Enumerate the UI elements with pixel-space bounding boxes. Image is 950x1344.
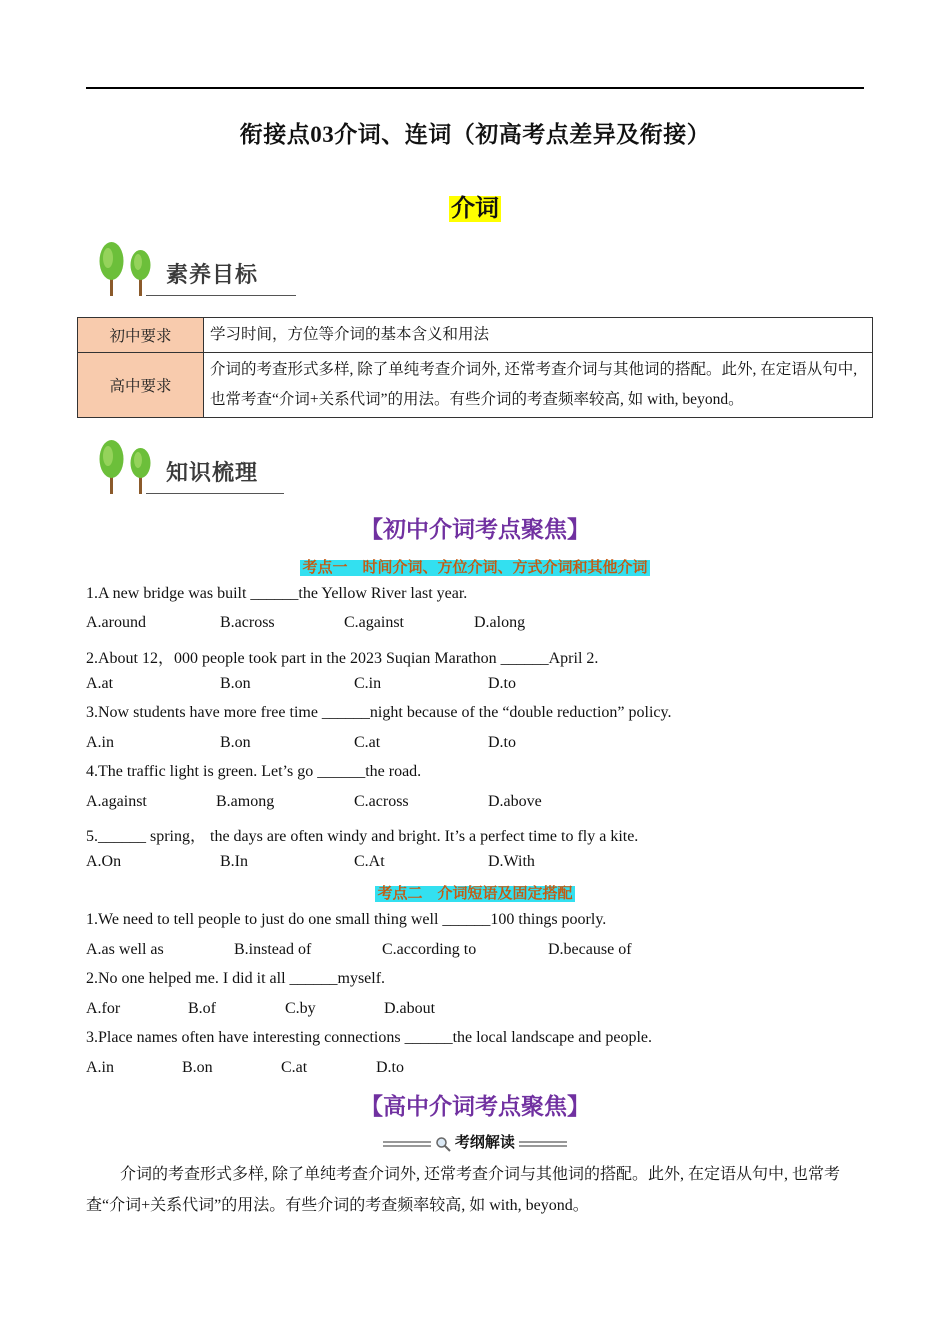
option: A.in [86, 734, 114, 751]
option: C.against [344, 614, 404, 631]
question: 2.No one helped me. I did it all ______myself. [86, 970, 386, 987]
option: C.according to [382, 941, 477, 958]
tree-icon [96, 240, 160, 300]
option: B.In [220, 853, 248, 870]
question: 3.Now students have more free time ______night because of the “double reduction” policy. [86, 704, 672, 721]
question: 2.About 12，000 people took part in the 2023 Suqian Marathon ______April 2. [86, 650, 599, 667]
option: B.of [188, 1000, 216, 1017]
senior-requirement-text: 介词的考查形式多样, 除了单纯考查介词外, 还常考查介词与其他词的搭配。此外, 在定语从句中, 也常考查“介词+关系代词”的用法。有些介词的考查频率较高, 如 with, beyond。 [204, 353, 873, 418]
outline-heading [0, 1131, 950, 1152]
option: C.by [285, 1000, 316, 1017]
option: A.as well as [86, 941, 164, 958]
senior-requirement-label: 高中要求 [78, 353, 204, 418]
option: C.at [281, 1059, 308, 1076]
knowledge-banner-label: 知识梳理 [166, 461, 259, 486]
question: 4.The traffic light is green. Let’s go ______the road. [86, 763, 422, 780]
option: D.to [488, 734, 516, 751]
kaodian-one-heading [0, 556, 950, 577]
question: 5.______ spring， the days are often windy and bright. It’s a perfect time to fly a kite. [86, 828, 639, 845]
tree-icon [96, 438, 160, 498]
option: C.at [354, 734, 381, 751]
kaodian-two-label: 考点二 介词短语及固定搭配 [377, 886, 573, 902]
option: A.at [86, 675, 114, 692]
double-line-right-icon [519, 1138, 567, 1150]
magnifier-icon [435, 1136, 451, 1152]
knowledge-banner-underline [146, 493, 284, 494]
goal-banner-label: 素养目标 [166, 263, 259, 288]
option: D.along [474, 614, 526, 631]
option: B.on [182, 1059, 213, 1076]
question: 3.Place names often have interesting connections ______the local landscape and people. [86, 1029, 653, 1046]
kaodian-two-heading [0, 882, 950, 903]
junior-requirement-text: 学习时间，方位等介词的基本含义和用法 [204, 318, 873, 353]
outline-label: 考纲解读 [454, 1135, 515, 1151]
question: 1.We need to tell people to just do one small thing well ______100 things poorly. [86, 911, 607, 928]
junior-requirement-label: 初中要求 [78, 318, 204, 353]
option: B.instead of [234, 941, 312, 958]
top-rule [86, 87, 864, 89]
option: D.about [384, 1000, 436, 1017]
option: C.across [354, 793, 409, 810]
section-subtitle [0, 188, 950, 223]
option: A.in [86, 1059, 114, 1076]
option: A.On [86, 853, 122, 870]
option: A.for [86, 1000, 121, 1017]
option: C.At [354, 853, 385, 870]
outline-paragraph: 介词的考查形式多样, 除了单纯考查介词外, 还常考查介词与其他词的搭配。此外, 在定语从句中, 也常考查“介词+关系代词”的用法。有些介词的考查频率较高, 如 with, beyond。 [86, 1166, 841, 1214]
question: 1.A new bridge was built ______the Yellow River last year. [86, 585, 468, 602]
option: D.above [488, 793, 542, 810]
double-line-left-icon [383, 1138, 431, 1150]
goal-banner [96, 240, 306, 302]
document-title: 衔接点03介词、连词（初高考点差异及衔接） [239, 122, 711, 147]
knowledge-banner [96, 438, 296, 500]
goal-banner-underline [146, 295, 296, 296]
option: D.because of [548, 941, 632, 958]
senior-section-heading: 【高中介词考点聚焦】 [360, 1094, 590, 1119]
option: A.around [86, 614, 146, 631]
senior-requirement-row [78, 353, 873, 418]
option: B.among [216, 793, 275, 810]
option: B.across [220, 614, 275, 631]
subtitle-highlight: 介词 [451, 196, 499, 222]
junior-section-heading: 【初中介词考点聚焦】 [360, 517, 590, 542]
option: D.to [488, 675, 516, 692]
option: A.against [86, 793, 147, 810]
junior-requirement-row [78, 318, 873, 353]
kaodian-one-label: 考点一 时间介词、方位介词、方式介词和其他介词 [302, 560, 648, 576]
option: C.in [354, 675, 382, 692]
option: D.With [488, 853, 535, 870]
option: D.to [376, 1059, 404, 1076]
option: B.on [220, 675, 251, 692]
requirements-table [77, 317, 873, 418]
option: B.on [220, 734, 251, 751]
